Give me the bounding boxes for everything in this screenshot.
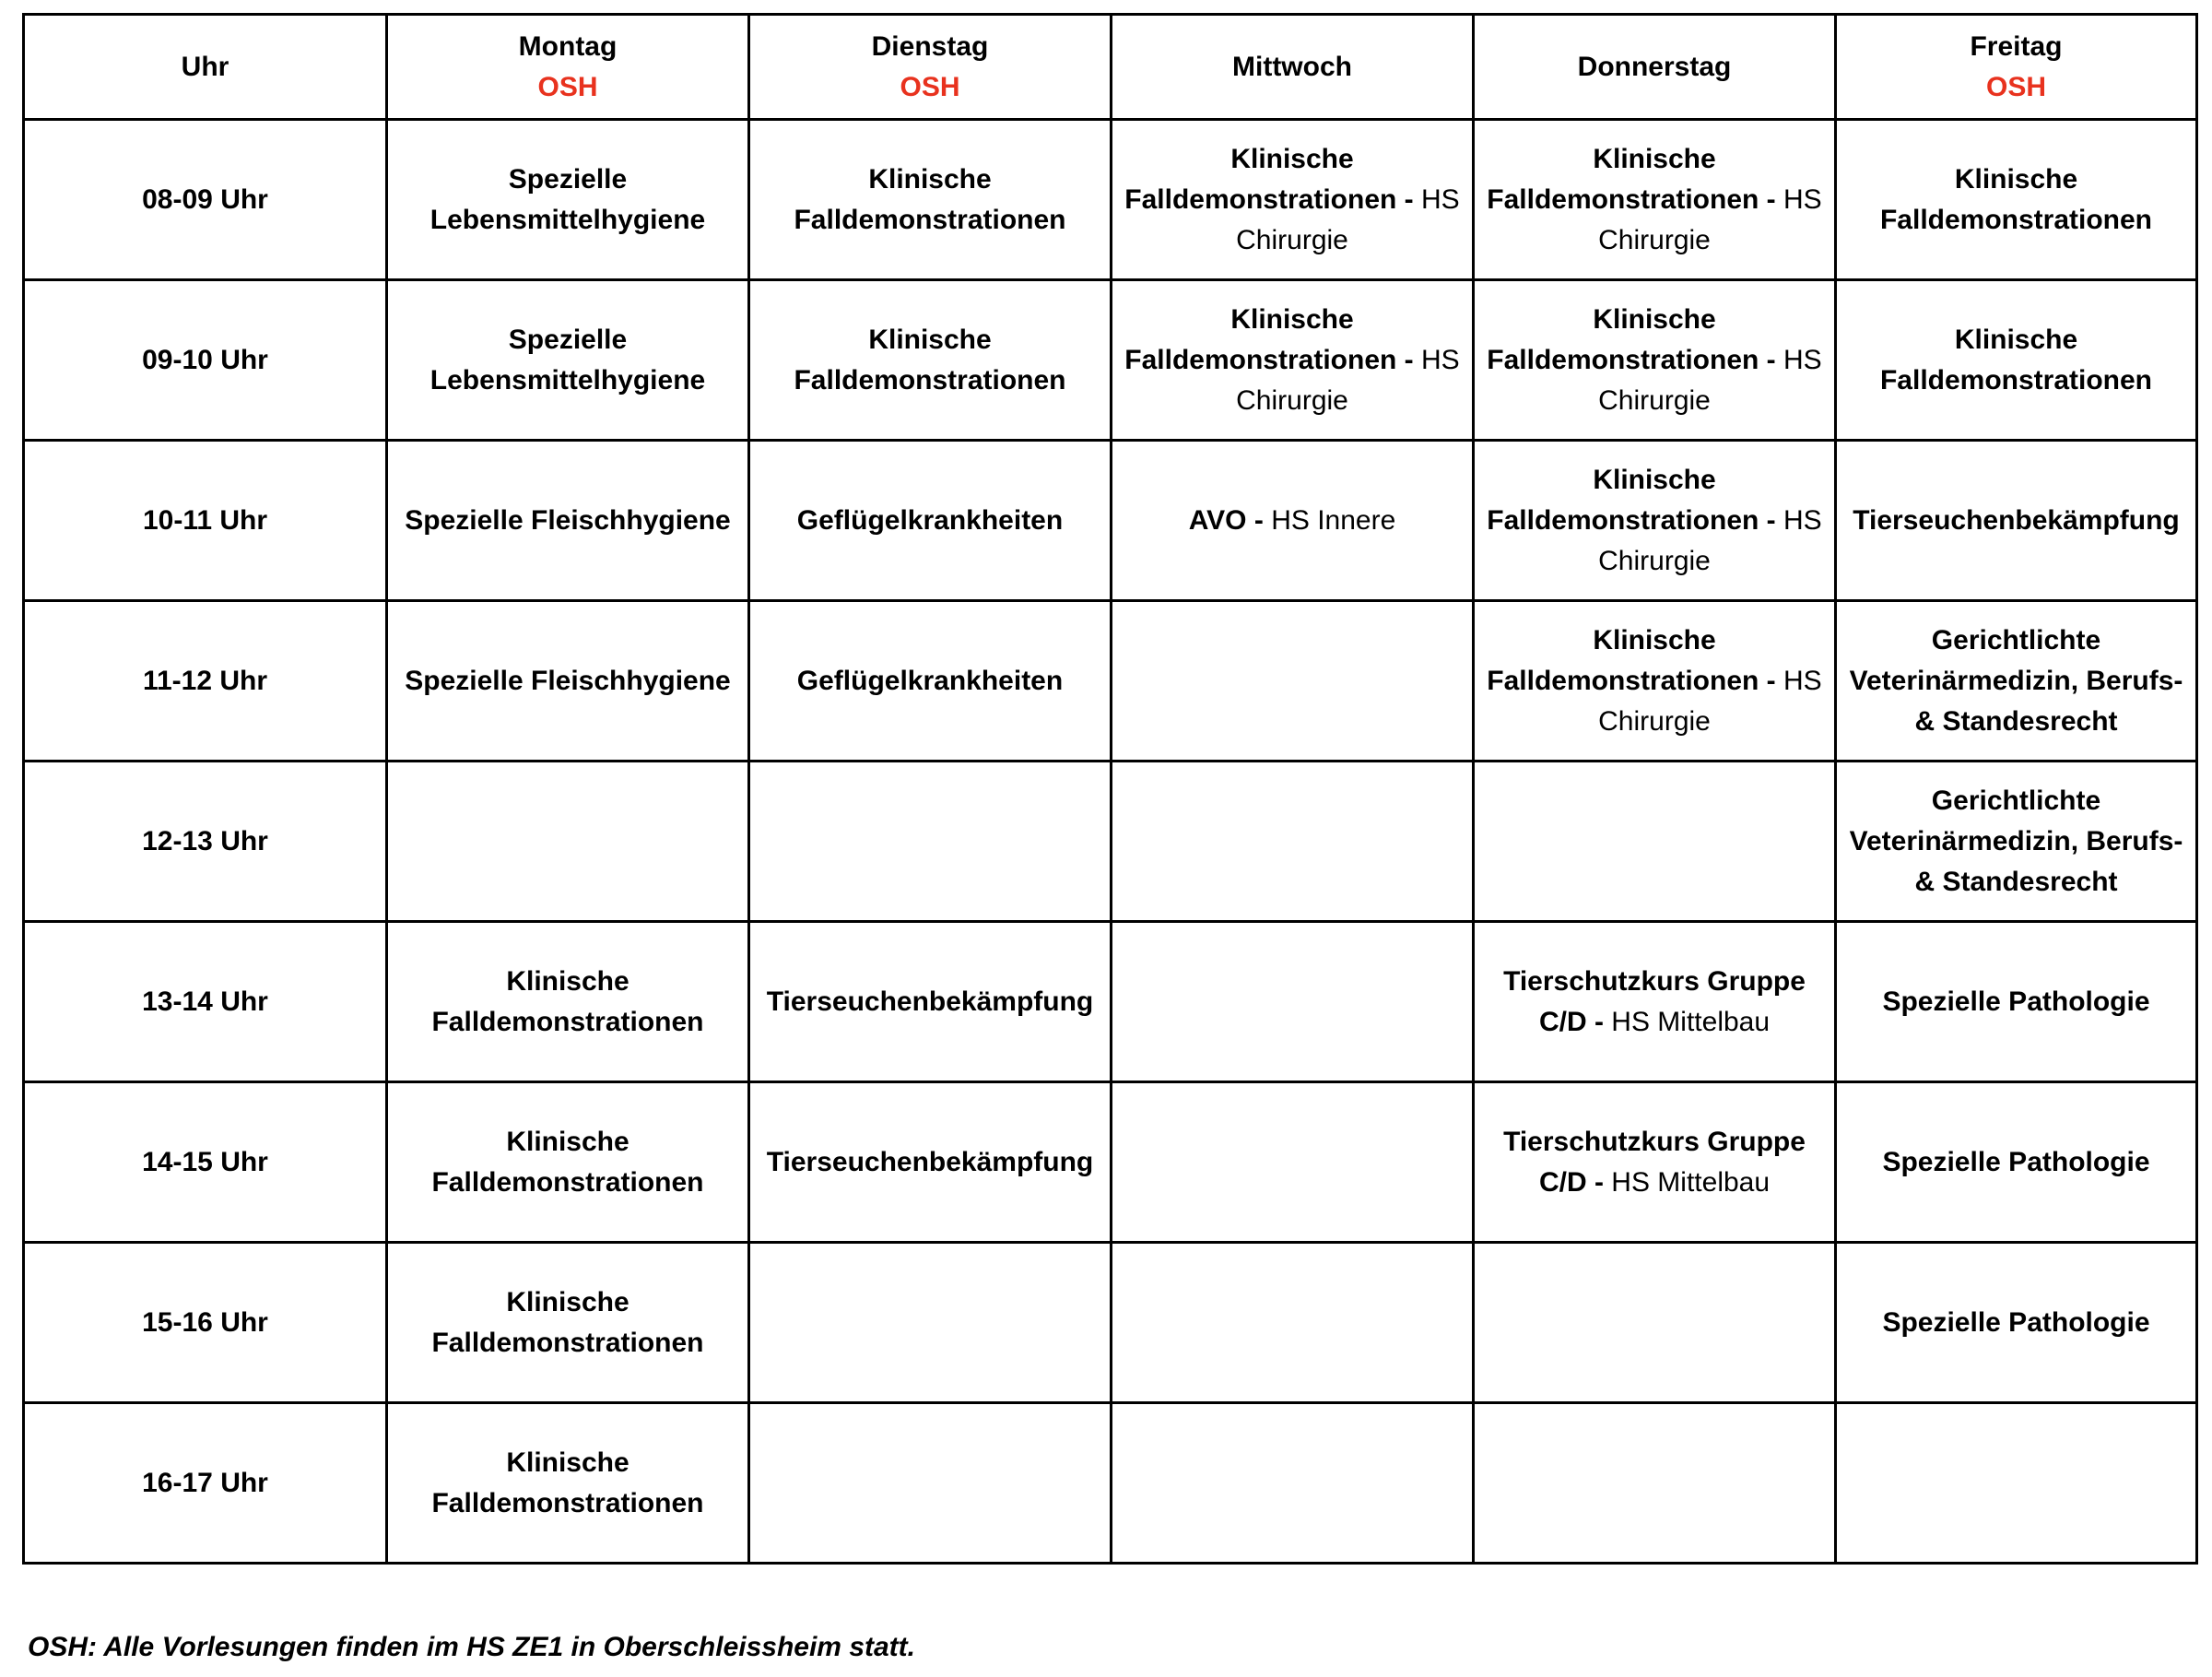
schedule-cell — [1112, 120, 1474, 280]
time-slot: 14-15 Uhr — [24, 1082, 387, 1243]
schedule-cell — [1836, 1403, 2197, 1564]
schedule-cell — [1836, 601, 2197, 762]
course-location: HS Chirurgie — [1236, 344, 1460, 416]
table-row — [24, 441, 2197, 601]
course-title: Klinische Falldemonstrationen — [431, 1126, 704, 1198]
schedule-cell — [387, 601, 749, 762]
course-title: Tierseuchenbekämpfung — [766, 1146, 1094, 1177]
header-day-wednesday — [1112, 15, 1474, 120]
schedule-table — [22, 13, 2198, 1565]
schedule-cell — [1112, 1082, 1474, 1243]
schedule-cell — [1474, 762, 1836, 922]
schedule-cell — [749, 922, 1112, 1082]
schedule-cell — [749, 120, 1112, 280]
course-location: HS Chirurgie — [1598, 344, 1822, 416]
time-slot: 15-16 Uhr — [24, 1243, 387, 1403]
table-row — [24, 280, 2197, 441]
schedule-cell — [387, 280, 749, 441]
course-title: Klinische Falldemonstrationen — [794, 324, 1066, 396]
course-title: Spezielle Pathologie — [1882, 1146, 2150, 1177]
time-slot: 16-17 Uhr — [24, 1403, 387, 1564]
schedule-cell — [749, 441, 1112, 601]
course-title: Klinische Falldemonstrationen — [431, 1286, 704, 1358]
time-slot: 10-11 Uhr — [24, 441, 387, 601]
schedule-cell — [749, 280, 1112, 441]
course-title: Spezielle Pathologie — [1882, 1306, 2150, 1338]
schedule-cell — [387, 441, 749, 601]
schedule-cell — [1836, 762, 2197, 922]
course-title: Klinische Falldemonstrationen - — [1487, 464, 1776, 536]
table-row — [24, 120, 2197, 280]
schedule-cell — [1474, 120, 1836, 280]
schedule-cell — [1474, 1082, 1836, 1243]
course-location: HS Chirurgie — [1598, 183, 1822, 255]
course-title: Tierschutzkurs Gruppe C/D - — [1503, 965, 1806, 1037]
schedule-cell — [1474, 280, 1836, 441]
schedule-cell — [387, 762, 749, 922]
time-slot: 08-09 Uhr — [24, 120, 387, 280]
location-tag: OSH — [537, 71, 598, 102]
time-slot: 11-12 Uhr — [24, 601, 387, 762]
course-location: HS Mittelbau — [1611, 1006, 1771, 1037]
table-row — [24, 762, 2197, 922]
course-title: Klinische Falldemonstrationen — [431, 965, 704, 1037]
schedule-cell — [1474, 441, 1836, 601]
header-row — [24, 15, 2197, 120]
schedule-cell — [387, 922, 749, 1082]
course-title: Tierschutzkurs Gruppe C/D - — [1503, 1126, 1806, 1198]
course-title: Klinische Falldemonstrationen - — [1124, 303, 1414, 375]
course-location: HS Innere — [1271, 504, 1396, 536]
schedule-cell — [1112, 762, 1474, 922]
course-title: Klinische Falldemonstrationen - — [1487, 143, 1776, 215]
table-row — [24, 922, 2197, 1082]
time-slot: 12-13 Uhr — [24, 762, 387, 922]
schedule-cell — [1474, 1243, 1836, 1403]
header-day-friday — [1836, 15, 2197, 120]
schedule-cell — [1836, 280, 2197, 441]
course-title: Spezielle Fleischhygiene — [405, 504, 731, 536]
header-day-thursday — [1474, 15, 1836, 120]
course-title: Klinische Falldemonstrationen - — [1487, 303, 1776, 375]
schedule-cell — [1112, 1243, 1474, 1403]
course-title: Spezielle Lebensmittelhygiene — [429, 324, 706, 396]
course-location: HS Chirurgie — [1236, 183, 1460, 255]
table-row — [24, 1243, 2197, 1403]
schedule-cell — [387, 1403, 749, 1564]
schedule-cell — [749, 601, 1112, 762]
course-title: Spezielle Pathologie — [1882, 986, 2150, 1017]
day-name: Freitag — [1970, 30, 2063, 62]
time-slot: 13-14 Uhr — [24, 922, 387, 1082]
time-slot: 09-10 Uhr — [24, 280, 387, 441]
course-title: Spezielle Fleischhygiene — [405, 665, 731, 696]
schedule-cell — [387, 1243, 749, 1403]
schedule-cell — [1474, 601, 1836, 762]
course-location: HS Chirurgie — [1598, 665, 1822, 737]
table-row — [24, 601, 2197, 762]
schedule-cell — [749, 1403, 1112, 1564]
course-location: HS Chirurgie — [1598, 504, 1822, 576]
schedule-cell — [749, 762, 1112, 922]
location-tag: OSH — [900, 71, 960, 102]
schedule-cell — [387, 120, 749, 280]
header-day-tuesday — [749, 15, 1112, 120]
schedule-cell — [749, 1082, 1112, 1243]
schedule-cell — [1112, 441, 1474, 601]
schedule-cell — [1836, 1082, 2197, 1243]
course-title: Tierseuchenbekämpfung — [1853, 504, 2180, 536]
schedule-cell — [1836, 120, 2197, 280]
course-title: Klinische Falldemonstrationen — [431, 1447, 704, 1518]
schedule-cell — [1112, 280, 1474, 441]
course-title: Klinische Falldemonstrationen — [1879, 163, 2153, 235]
course-title: Gerichtlichte Veterinärmedizin, Berufs- & Standesrecht — [1849, 785, 2183, 897]
header-time — [24, 15, 387, 120]
course-title: Geflügelkrankheiten — [796, 665, 1064, 696]
course-title: Spezielle Lebensmittelhygiene — [429, 163, 706, 235]
schedule-body — [24, 120, 2197, 1564]
location-tag: OSH — [1985, 71, 2046, 102]
course-title: Geflügelkrankheiten — [796, 504, 1064, 536]
day-name: Donnerstag — [1577, 51, 1732, 82]
course-title: AVO - — [1188, 504, 1264, 536]
time-column-label: Uhr — [181, 51, 229, 82]
course-title: Gerichtlichte Veterinärmedizin, Berufs- & Standesrecht — [1849, 624, 2183, 737]
course-title: Klinische Falldemonstrationen - — [1487, 624, 1776, 696]
schedule-cell — [1474, 1403, 1836, 1564]
table-row — [24, 1082, 2197, 1243]
schedule-cell — [749, 1243, 1112, 1403]
day-name: Mittwoch — [1232, 51, 1352, 82]
schedule-cell — [1112, 601, 1474, 762]
schedule-cell — [1112, 922, 1474, 1082]
day-name: Dienstag — [871, 30, 989, 62]
course-title: Klinische Falldemonstrationen — [1879, 324, 2153, 396]
course-title: Klinische Falldemonstrationen - — [1124, 143, 1414, 215]
footnote: OSH: Alle Vorlesungen finden im HS ZE1 in Oberschleissheim statt. — [28, 1632, 915, 1662]
course-title: Klinische Falldemonstrationen — [794, 163, 1066, 235]
schedule-cell — [387, 1082, 749, 1243]
course-location: HS Mittelbau — [1611, 1166, 1771, 1198]
course-title: Tierseuchenbekämpfung — [766, 986, 1094, 1017]
header-day-monday — [387, 15, 749, 120]
schedule-cell — [1836, 441, 2197, 601]
day-name: Montag — [518, 30, 618, 62]
schedule-cell — [1836, 922, 2197, 1082]
table-row — [24, 1403, 2197, 1564]
schedule-cell — [1836, 1243, 2197, 1403]
schedule-cell — [1112, 1403, 1474, 1564]
schedule-cell — [1474, 922, 1836, 1082]
